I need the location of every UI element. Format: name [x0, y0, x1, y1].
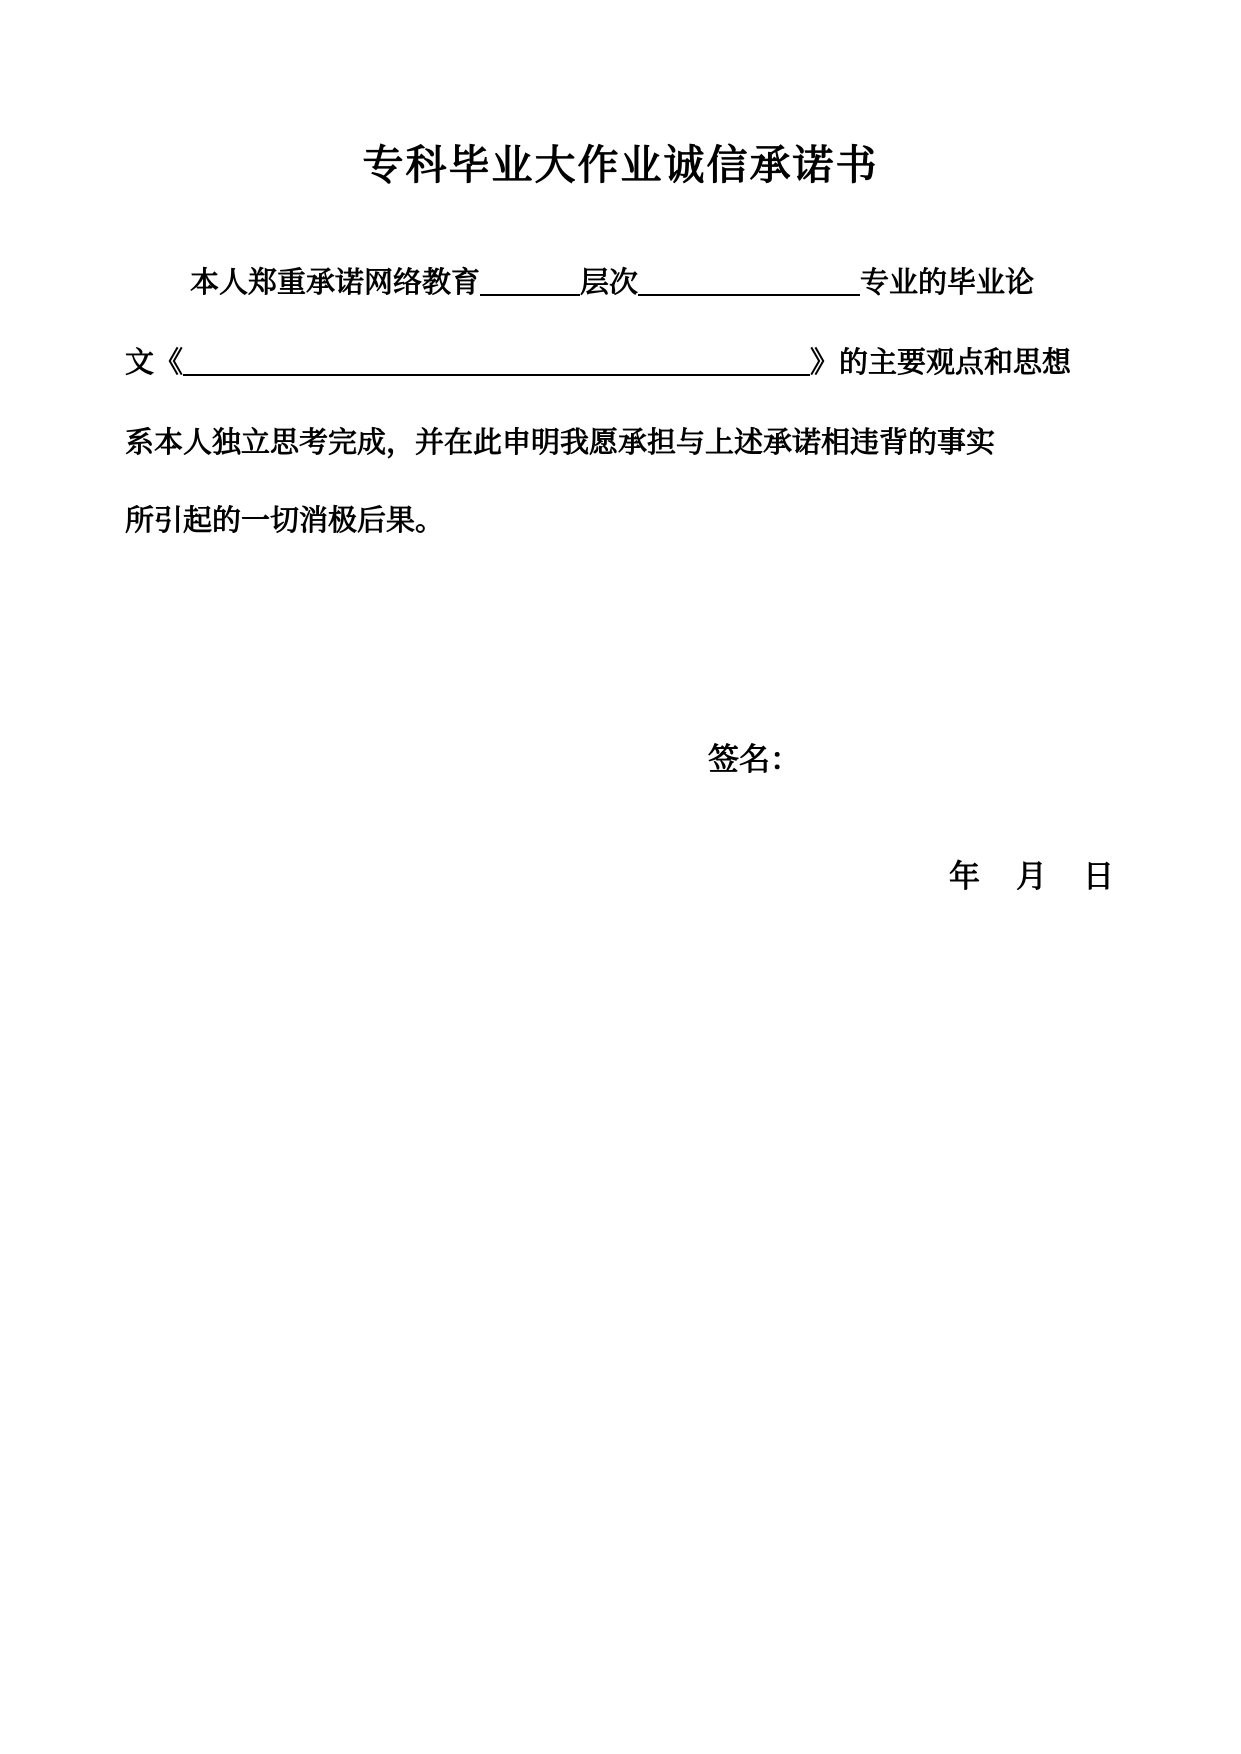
major-suffix-text: 专业的毕业论	[860, 265, 1035, 299]
page-title: 专科毕业大作业诚信承诺书	[362, 141, 879, 189]
signature-label: 签名：	[708, 742, 801, 778]
thesis-title-blank[interactable]	[183, 344, 810, 376]
pledge-line-3: 系本人独立思考完成，并在此申明我愿承担与上述承诺相违背的事实	[125, 425, 996, 459]
pledge-line-2	[125, 342, 1071, 382]
date-month-label: 月	[1016, 859, 1047, 895]
date-line	[949, 855, 1114, 899]
pledge-line-4: 所引起的一切消极后果。	[125, 503, 445, 537]
thesis-open-text: 文《	[125, 345, 184, 379]
level-label: 层次	[580, 265, 639, 299]
thesis-close-text: 》的主要观点和思想	[810, 345, 1072, 379]
education-level-blank[interactable]	[480, 264, 580, 296]
major-blank[interactable]	[638, 264, 860, 296]
pledge-line-1	[190, 262, 1034, 302]
pledge-text-prefix: 本人郑重承诺网络教育	[190, 265, 481, 299]
date-year-label: 年	[949, 859, 980, 895]
date-day-label: 日	[1083, 859, 1114, 895]
